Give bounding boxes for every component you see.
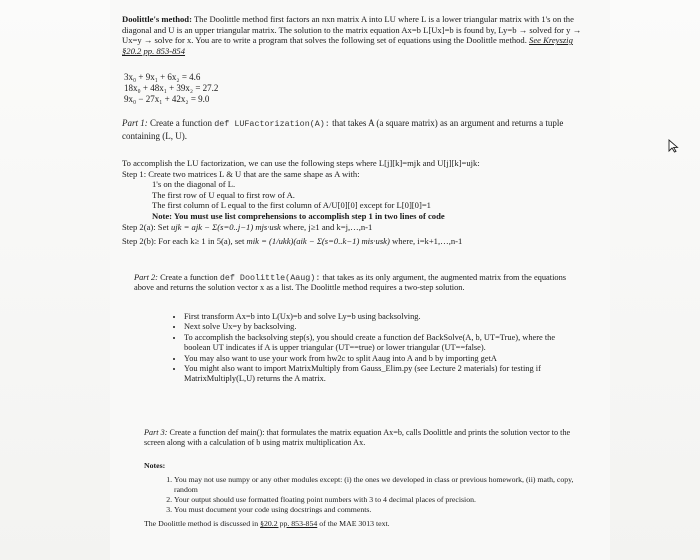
bullet-item: • To accomplish the backsolving step(s), you should create a function def BackSolve(A, b, UT=True), where the boolean UT indicates if A is upper triangular (UT==true) or lower triangular (UT==false).	[184, 333, 582, 354]
part3-paragraph	[144, 428, 584, 448]
part2-bullets	[134, 312, 582, 385]
part3-label: Part 3:	[144, 428, 168, 437]
footer-pre: The Doolittle method is discussed in	[144, 519, 259, 528]
part1-post: that takes A (a square matrix) as an argument and returns a tuple containing (L, U).	[122, 118, 564, 141]
mouse-pointer-icon	[667, 139, 681, 153]
footer-reference-link[interactable]: §20.2 pp. 853-854	[260, 519, 318, 528]
step2a-line	[122, 222, 592, 233]
step2a-where: where, j≥1 and k=j,…,n-1	[283, 221, 373, 232]
bullet-item: • You might also want to import MatrixMultiply from Gauss_Elim.py (see Lecture 2 materials) for testing if MatrixMultiply(L,U) returns the A matrix.	[184, 364, 582, 385]
step1-sub-c: The first column of L equal to the first column of A/U[0][0] except for L[0][0]=1	[152, 200, 431, 211]
steps-intro: To accomplish the LU factorization, we can use the following steps where L[j][k]=mjk and U[j][k]=ujk:	[122, 158, 480, 168]
equation-1: 3x₀ + 9x₁ + 6x₂ = 4.6	[124, 72, 201, 82]
part1-code: def LUFactorization(A):	[214, 119, 330, 129]
step2b-where: where, i=k+1,…,n-1	[392, 236, 463, 247]
note-item: 2. Your output should use formatted floating point numbers with 3 to 4 decimal places of precision.	[174, 495, 584, 505]
part2-code: def Doolittle(Aaug):	[219, 273, 321, 283]
intro-title: Doolittle's method:	[122, 14, 192, 24]
notes-footer	[144, 519, 584, 529]
equation-block	[124, 72, 594, 105]
note-item: 3. You must document your code using docstrings and comments.	[174, 505, 584, 515]
step1-sub-a: 1's on the diagonal of L.	[152, 179, 236, 190]
part2-label: Part 2:	[134, 273, 158, 282]
step2b-formula: mik = (1/ukk)(aik − Σ(s=0..k−1) mis·usk)	[246, 236, 390, 247]
step2b-line	[122, 236, 592, 247]
intro-reference-link[interactable]: See Kreyszig §20.2 pp. 853-854	[122, 35, 573, 56]
steps-block	[122, 158, 592, 247]
notes-heading: Notes:	[144, 461, 166, 470]
part3-text: Create a function def main(): that formulates the matrix equation Ax=b, calls Doolittle and prints the solution vector to the screen along with a calculation of b using matrix multiplication Ax.	[144, 428, 571, 448]
part1-pre: Create a function	[150, 118, 212, 128]
bullet-item: • First transform Ax=b into L(Ux)=b and solve Ly=b using backsolving.	[184, 312, 582, 322]
equation-2: 18x₀ + 48x₁ + 39x₂ = 27.2	[124, 83, 219, 93]
part1-label: Part 1:	[122, 118, 148, 128]
footer-post: of the MAE 3013 text.	[319, 519, 390, 528]
intro-paragraph	[122, 14, 592, 56]
step1-text: Step 1: Create two matrices L & U that are the same shape as A with:	[122, 168, 360, 179]
step2a-formula: ujk = ajk − Σ(s=0..j−1) mjs·usk	[170, 221, 281, 232]
intro-text: The Doolittle method first factors an nxn matrix A into LU where L is a lower triangular matrix with 1's on the diagonal and U is an upper triangular matrix. The solution to the matrix equation Ax=b L[Ux]=b is found by, Ly=b → solved for y → Ux=y → solve for x. You are to write a program that solves the following set of equations using the Doolittle method.	[122, 14, 582, 46]
step2a-label: Step 2(a): Set	[122, 221, 169, 232]
part2-paragraph	[134, 273, 582, 294]
step1-note: Note: You must use list comprehensions to accomplish step 1 in two lines of code	[152, 210, 445, 221]
equation-3: 9x₀ − 27x₁ + 42x₂ = 9.0	[124, 94, 210, 104]
part2-pre: Create a function	[160, 273, 218, 282]
step1-sub-b: The first row of U equal to first row of A.	[152, 189, 295, 200]
part2-post: that takes as its only argument, the augmented matrix from the equations above and returns the solution vector x as a list. The Doolittle method requires a two-step solution.	[134, 273, 567, 293]
step2b-label: Step 2(b): For each k≥ 1 in 5(a), set	[122, 236, 245, 247]
bullet-item: • You may also want to use your work from hw2c to split Aaug into A and b by importing getA	[184, 354, 582, 364]
notes-block	[144, 461, 584, 529]
bullet-item: • Next solve Ux=y by backsolving.	[184, 322, 582, 332]
part1-paragraph	[122, 118, 592, 142]
note-item: 1. You may not use numpy or any other modules except: (i) the ones we developed in class or previous homework, (ii) math, copy, random	[174, 475, 584, 495]
